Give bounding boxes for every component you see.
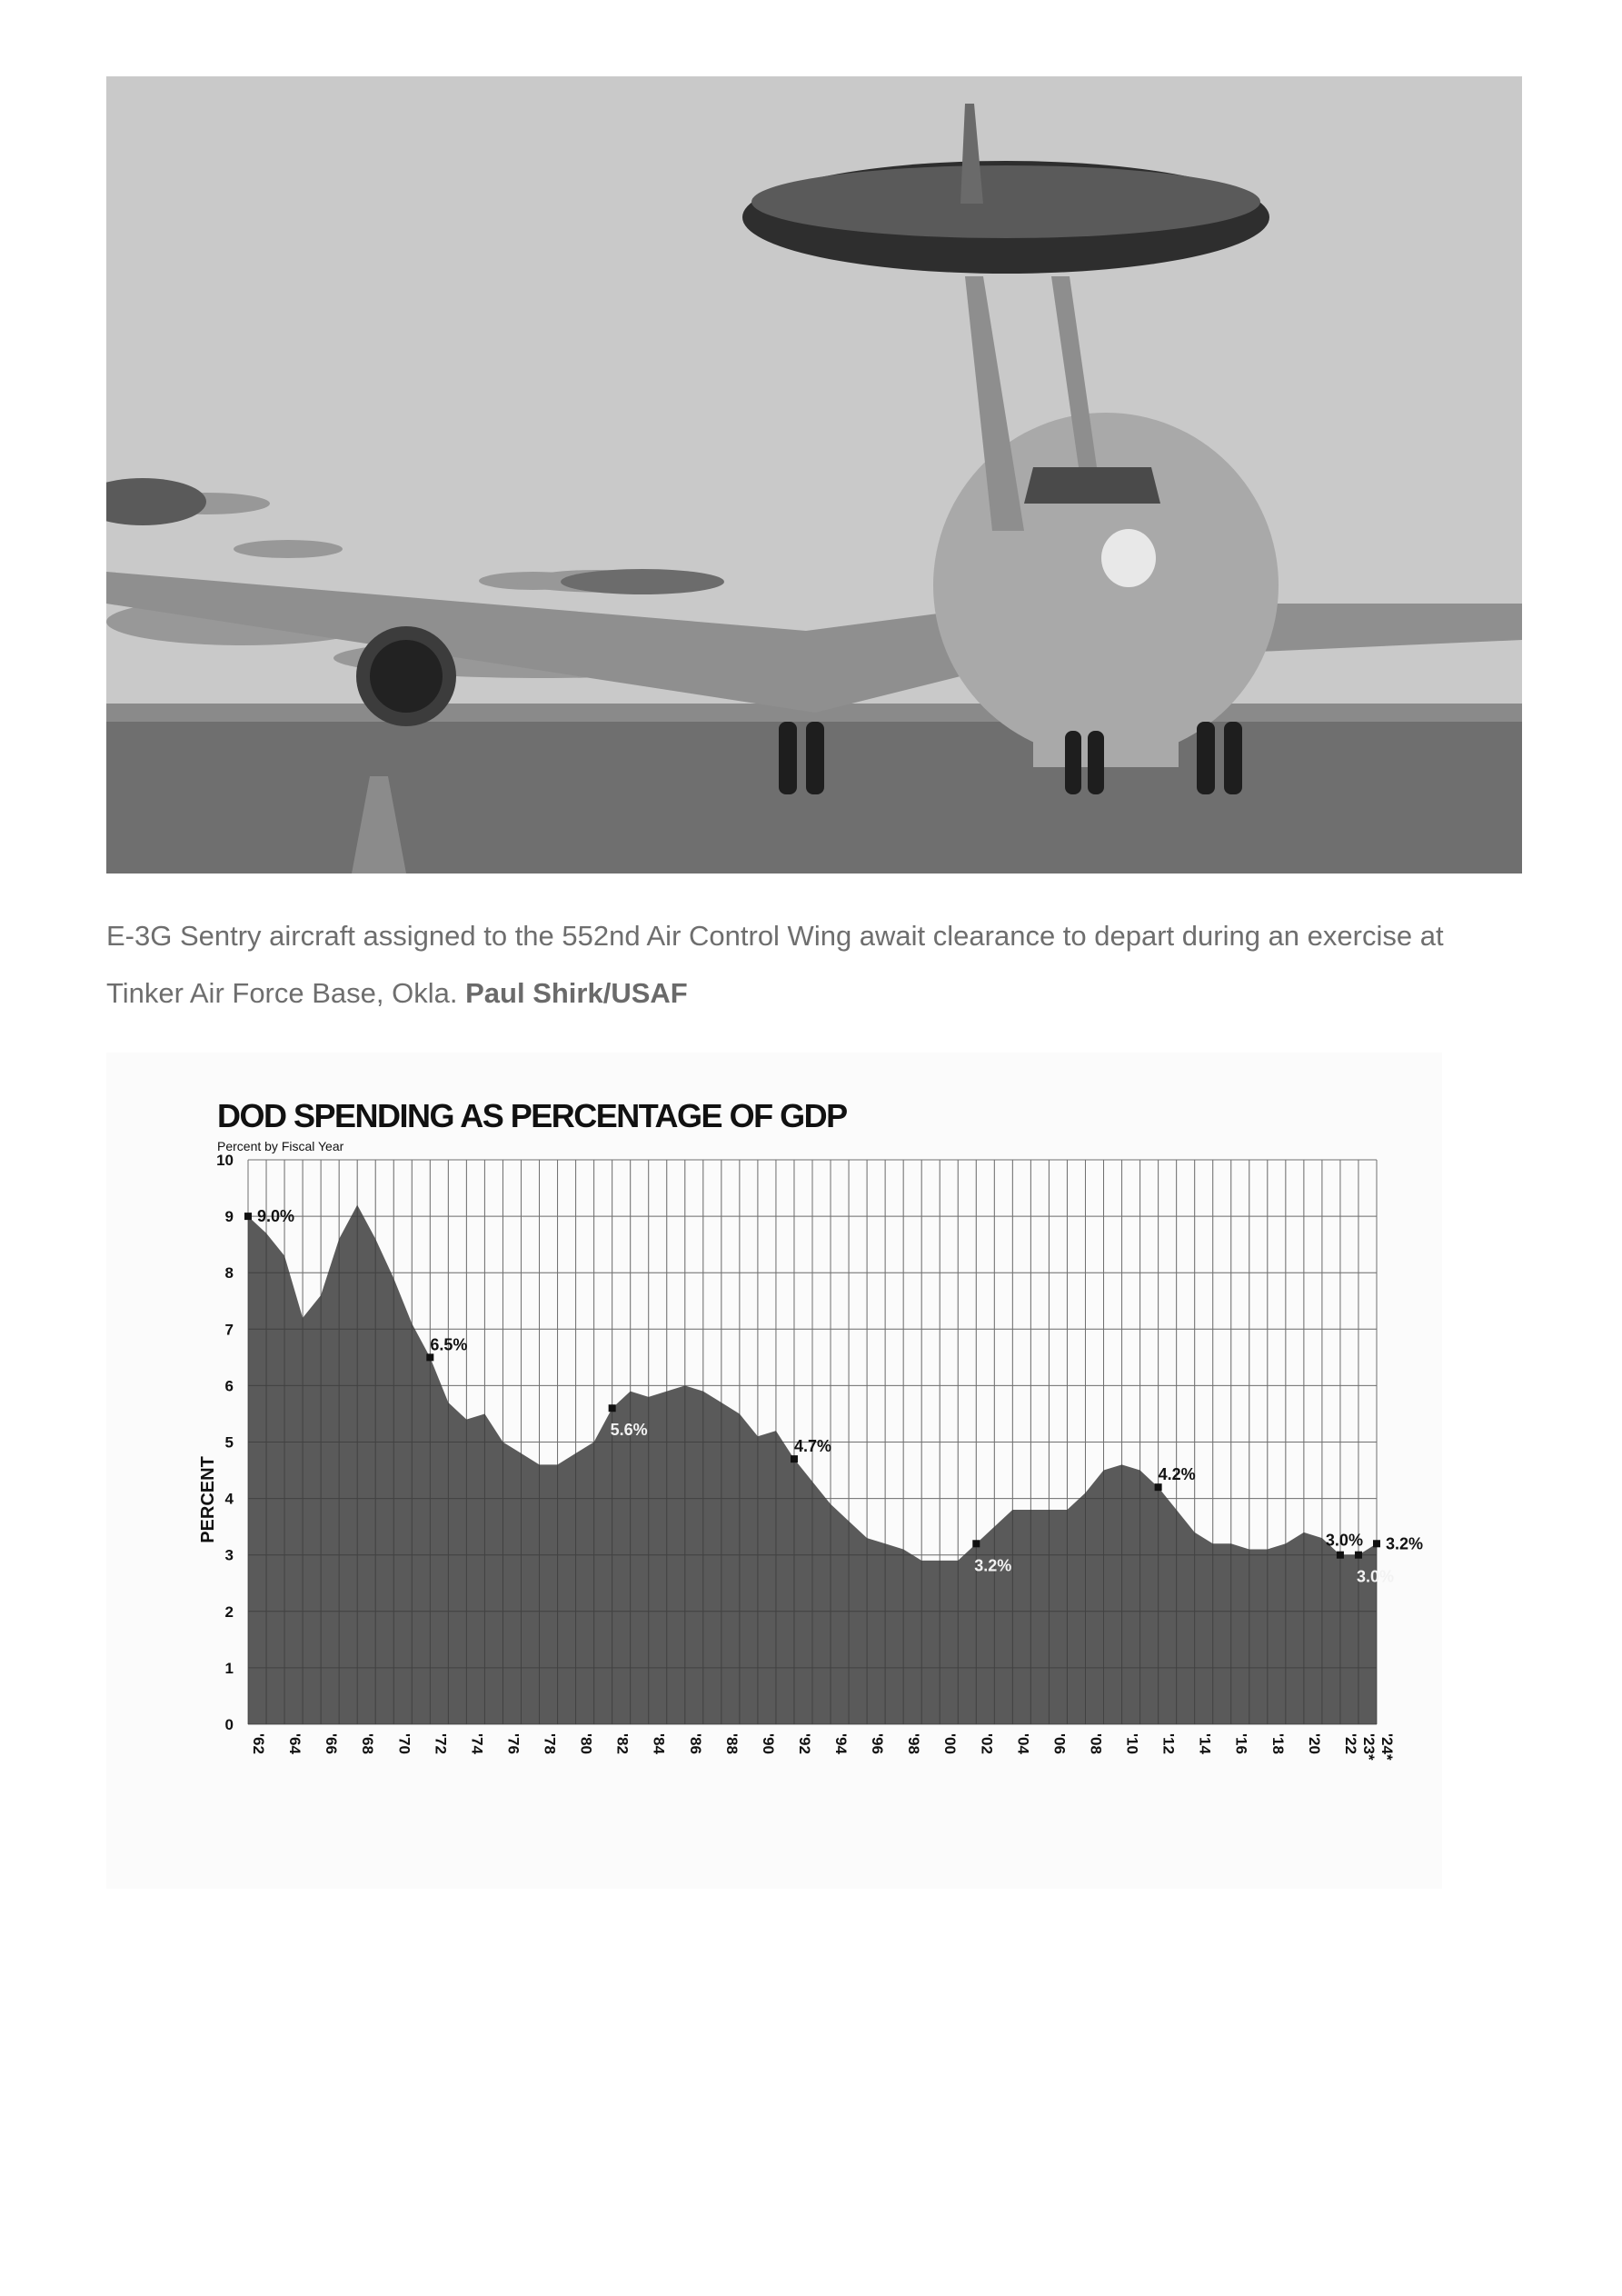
x-tick-label: '20 <box>1305 1733 1323 1754</box>
x-tick-label: '94 <box>832 1733 851 1754</box>
x-tick-label: '22 <box>1341 1733 1359 1754</box>
x-tick-label: '12 <box>1159 1733 1178 1754</box>
y-tick-label: 9 <box>224 1208 234 1226</box>
y-tick-label: 4 <box>224 1490 234 1508</box>
y-tick-label: 7 <box>224 1321 234 1339</box>
x-tick-label: '08 <box>1087 1733 1105 1754</box>
x-tick-label: '66 <box>323 1733 341 1754</box>
x-tick-label: '96 <box>869 1733 887 1754</box>
chart-panel <box>106 1053 1442 1889</box>
annotation-label: 3.2% <box>1386 1534 1424 1553</box>
y-tick-label: 6 <box>224 1377 234 1395</box>
x-tick-label: '98 <box>905 1733 923 1754</box>
x-ticks <box>250 1733 1396 1761</box>
x-tick-label: '88 <box>722 1733 741 1754</box>
x-tick-label: '23* <box>1359 1733 1378 1761</box>
x-tick-label: '92 <box>795 1733 813 1754</box>
x-tick-label: '02 <box>978 1733 996 1754</box>
y-tick-label: 2 <box>224 1602 234 1621</box>
annotation-label: 5.6% <box>610 1421 648 1440</box>
y-tick-label: 10 <box>216 1152 234 1169</box>
chart-title: DOD SPENDING AS PERCENTAGE OF GDP <box>217 1097 847 1134</box>
x-tick-label: '82 <box>613 1733 632 1754</box>
y-tick-label: 8 <box>224 1264 234 1283</box>
aircraft-photo <box>106 76 1522 873</box>
x-tick-label: '78 <box>541 1733 559 1754</box>
annotation-label: 4.7% <box>793 1437 831 1456</box>
x-tick-label: '80 <box>577 1733 595 1754</box>
x-tick-label: '18 <box>1269 1733 1287 1754</box>
y-tick-label: 0 <box>224 1716 234 1733</box>
y-tick-label: 3 <box>224 1546 234 1564</box>
annotation-label: 4.2% <box>1158 1465 1196 1484</box>
x-tick-label: '62 <box>250 1733 267 1754</box>
photo-caption <box>106 907 1488 1022</box>
x-tick-label: '04 <box>1014 1733 1032 1754</box>
y-ticks <box>216 1152 234 1733</box>
dod-spending-chart <box>106 1053 1442 1889</box>
annotation-marker <box>791 1455 798 1462</box>
annotation-label: 9.0% <box>257 1207 295 1226</box>
annotation-marker <box>1373 1540 1380 1547</box>
annotation-marker <box>1355 1552 1362 1559</box>
y-tick-label: 5 <box>224 1433 234 1452</box>
x-tick-label: '14 <box>1196 1733 1214 1754</box>
annotation-marker <box>972 1540 980 1547</box>
x-tick-label: '84 <box>650 1733 668 1754</box>
x-tick-label: '74 <box>468 1733 486 1754</box>
aircraft-photo-illustration <box>106 76 1522 873</box>
x-tick-label: '24* <box>1378 1733 1396 1761</box>
annotation-label: 3.2% <box>974 1556 1012 1575</box>
y-axis-label: PERCENT <box>198 1456 218 1543</box>
caption-text: E-3G Sentry aircraft assigned to the 552nd Air Control Wing await clearance to depart during an exercise at Tinker Air Force Base, Okla. <box>106 920 1444 1009</box>
x-tick-label: '00 <box>941 1733 960 1754</box>
annotation-marker <box>609 1404 616 1412</box>
x-tick-label: '72 <box>432 1733 450 1754</box>
annotation-marker <box>244 1213 252 1220</box>
x-tick-label: '70 <box>395 1733 413 1754</box>
x-tick-label: '86 <box>686 1733 704 1754</box>
photo-credit: Paul Shirk/USAF <box>465 977 688 1009</box>
annotation-label: 3.0% <box>1356 1567 1394 1586</box>
annotation-marker <box>1337 1552 1344 1559</box>
x-tick-label: '76 <box>504 1733 522 1754</box>
y-tick-label: 1 <box>224 1659 234 1677</box>
x-tick-label: '90 <box>759 1733 777 1754</box>
x-tick-label: '16 <box>1232 1733 1250 1754</box>
annotation-label: 6.5% <box>430 1335 468 1354</box>
x-tick-label: '10 <box>1123 1733 1141 1754</box>
annotation-marker <box>1155 1483 1162 1491</box>
x-tick-label: '64 <box>286 1733 304 1754</box>
annotation-marker <box>426 1353 433 1361</box>
x-tick-label: '06 <box>1050 1733 1069 1754</box>
chart-subtitle: Percent by Fiscal Year <box>217 1139 344 1153</box>
x-tick-label: '68 <box>359 1733 377 1754</box>
annotation-label: 3.0% <box>1325 1531 1363 1550</box>
